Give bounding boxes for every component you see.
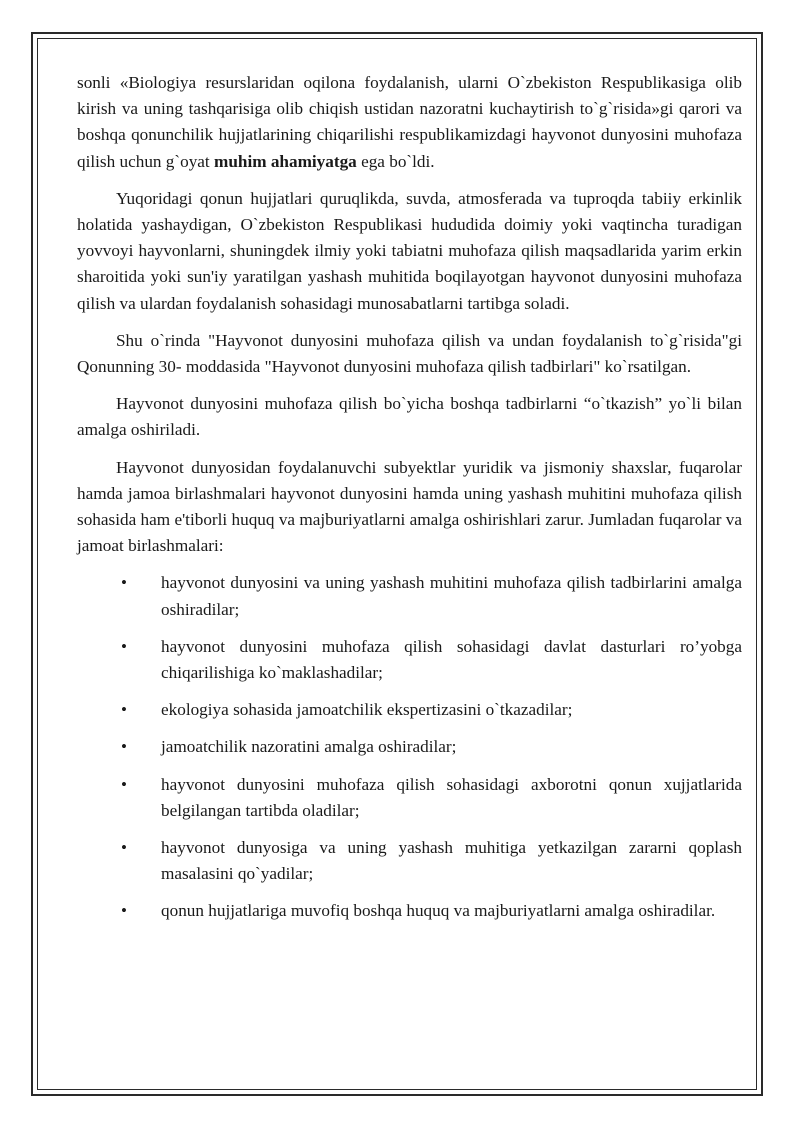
list-item-text: hayvonot dunyosini muhofaza qilish sohasidagi axborotni qonun xujjatlarida belgilangan tartibda oladilar;: [161, 774, 742, 820]
list-item-text: ekologiya sohasida jamoatchilik ekspertizasini o`tkazadilar;: [161, 700, 573, 720]
paragraph-1-text: sonli «Biologiya resurslaridan oqilona foydalanish, ularni O`zbekiston Respublikasiga olib kirish va uning tashqarisiga olib chiqish ustidan nazoratni kuchaytirish to`g`risida»gi qarori va boshqa qonunchilik hujjatlarining chiqarilishi respublikamizdagi hayvonot dunyosini muhofaza qilish uchun g`oyat: [77, 73, 742, 171]
bullet-symbol: •: [121, 774, 127, 794]
bullet-symbol: •: [121, 737, 127, 757]
paragraph-1-end: ega bo`ldi.: [361, 151, 435, 171]
list-item-text: jamoatchilik nazoratini amalga oshiradilar;: [161, 737, 457, 757]
list-item: [77, 835, 742, 887]
paragraph-3: Shu o`rinda "Hayvonot dunyosini muhofaza qilish va undan foydalanish to`g`risida"gi Qonunning 30- moddasida "Hayvonot dunyosini muhofaza qilish tadbirlari" ko`rsatilgan.: [77, 330, 742, 377]
bullet-symbol: •: [121, 700, 127, 720]
bullet-symbol: •: [121, 838, 127, 858]
paragraph-1: [77, 70, 742, 175]
paragraph-4: Hayvonot dunyosini muhofaza qilish bo`yicha boshqa tadbirlarni “o`tkazish” yo`li bilan amalga oshiriladi.: [77, 394, 742, 440]
list-item: [77, 570, 742, 622]
list-item: [77, 734, 742, 760]
list-item-text: qonun hujjatlariga muvofiq boshqa huquq va majburiyatlarni amalga oshiradilar.: [161, 901, 716, 921]
list-item-text: hayvonot dunyosini muhofaza qilish sohasidagi davlat dasturlari ro’yobga chiqarilishiga ko`maklashadilar;: [161, 636, 742, 683]
paragraph-2: Yuqoridagi qonun hujjatlari quruqlikda, suvda, atmosferada va tuproqda tabiiy erkinlik holatida yashaydigan, O`zbekiston Respublikasi hududida doimiy yoki vaqtincha turadigan yovvoyi hayvonlarni, shuningdek ilmiy yoki tabiatni muhofaza qilish maqsadlarida yarim erkin sharoitida yoki sun'iy yaratilgan yashash muhitida boqilayotgan hayvonot dunyosini muhofaza qilish va ulardan foydalanish sohasidagi munosabatlarni tartibga soladi.: [77, 188, 742, 313]
bullet-symbol: •: [121, 573, 127, 593]
list-item-text: hayvonot dunyosini va uning yashash muhitini muhofaza qilish tadbirlarini amalga oshiradilar;: [161, 573, 742, 619]
list-item: [77, 898, 742, 924]
list-item-text: hayvonot dunyosiga va uning yashash muhitiga yetkazilgan zararni qoplash masalasini qo`yadilar;: [161, 838, 742, 884]
list-item: [77, 634, 742, 686]
document-body: [77, 70, 742, 936]
paragraph-5: Hayvonot dunyosidan foydalanuvchi subyektlar yuridik va jismoniy shaxslar, fuqarolar hamda jamoa birlashmalari hayvonot dunyosini hamda uning yashash muhitini muhofaza qilish sohasida ham e'tiborli huquq va majburiyatlarni amalga oshirishlari zarur. Jumladan fuqarolar va jamoat birlashmalari:: [77, 457, 742, 556]
paragraph-1-bold: muhim ahamiyatga: [214, 151, 357, 171]
list-item: [77, 772, 742, 824]
bullet-symbol: •: [121, 901, 127, 921]
bullet-list: [77, 570, 742, 924]
bullet-symbol: •: [121, 636, 127, 656]
list-item: [77, 697, 742, 723]
